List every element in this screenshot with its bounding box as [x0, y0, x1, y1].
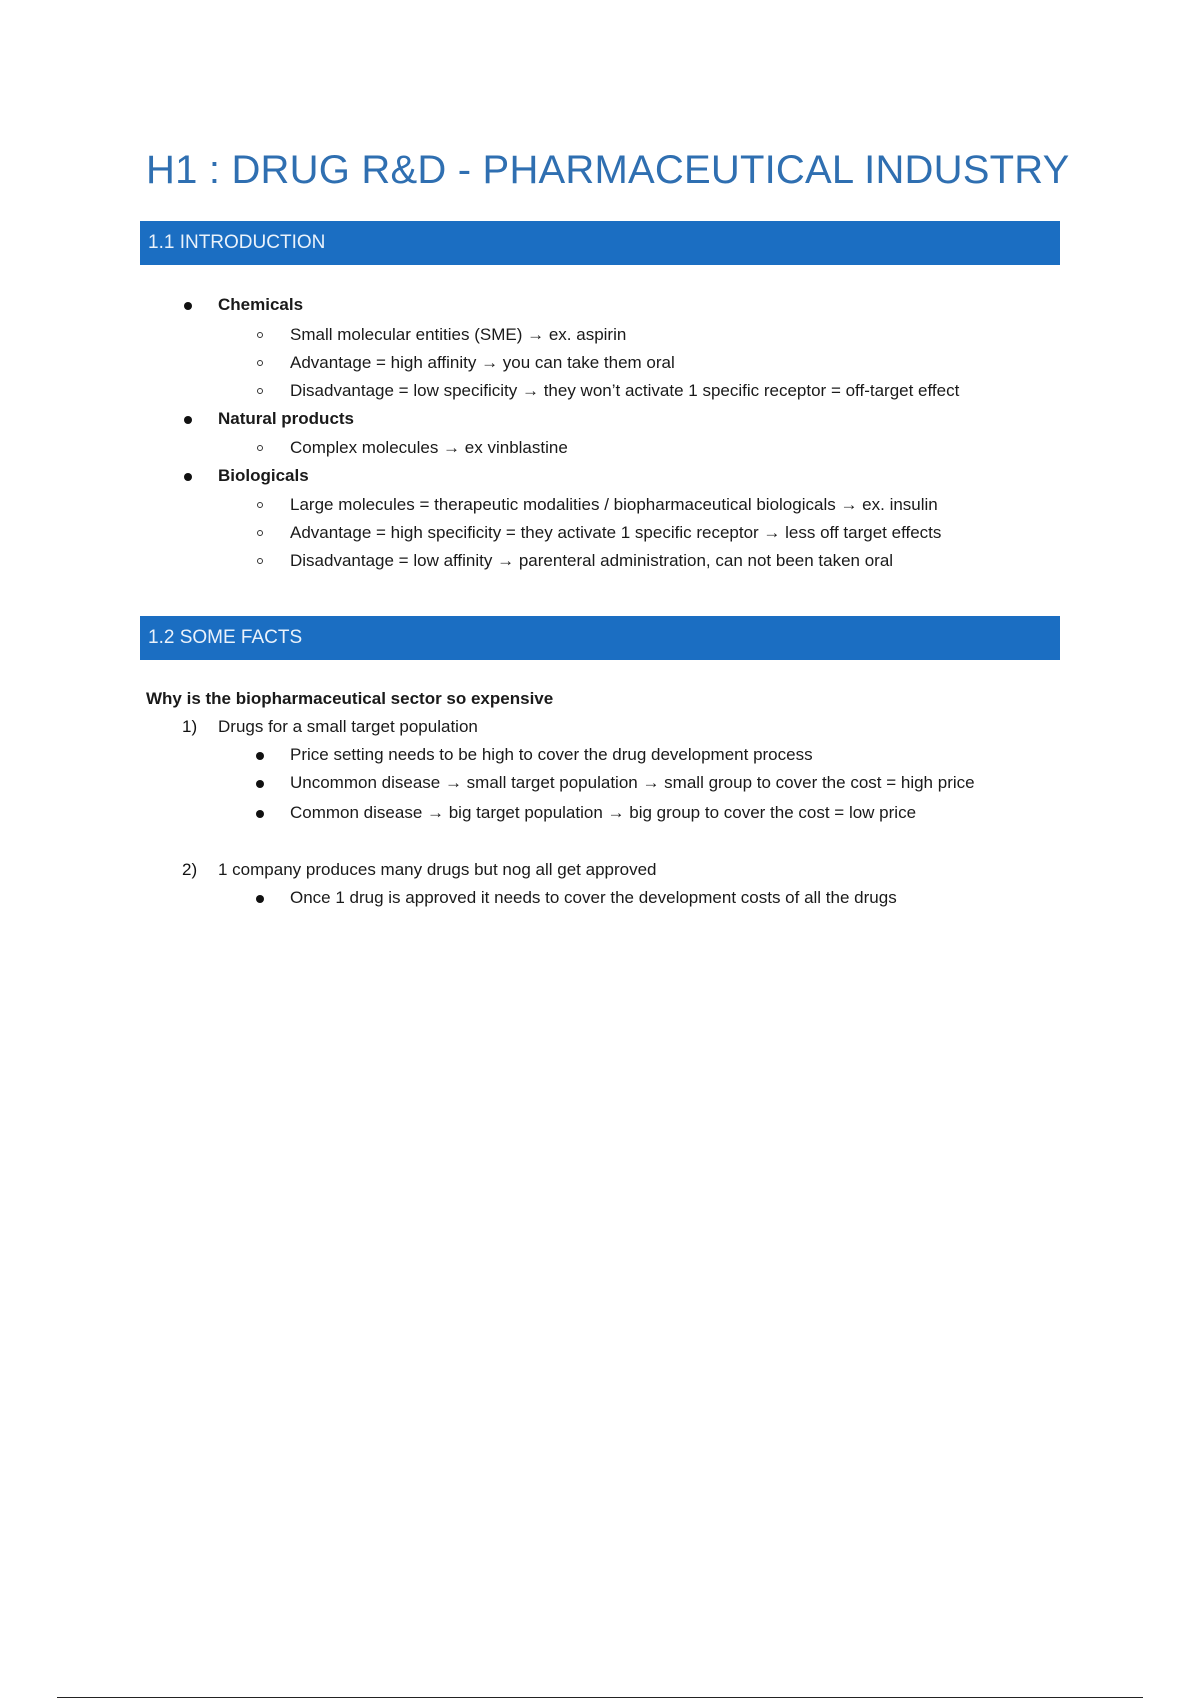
circle-bullet-icon — [257, 558, 263, 564]
list-item-chemicals: Chemicals — [218, 295, 304, 314]
sub-list-item: Common disease → big target population → big group to cover the cost = low price — [290, 803, 917, 822]
sub-list-item: Once 1 drug is approved it needs to cover the development costs of all the drugs — [290, 888, 897, 907]
bullet-icon — [256, 752, 264, 760]
sub-list-item: Disadvantage = low specificity → they won’t activate 1 specific receptor = off-target effect — [290, 381, 960, 400]
sub-list-item: Disadvantage = low affinity → parenteral administration, can not been taken oral — [290, 551, 894, 570]
sub-list-item: Advantage = high specificity = they activate 1 specific receptor → less off target effects — [290, 523, 942, 542]
page-title: H1 : DRUG R&D - PHARMACEUTICAL INDUSTRY — [146, 148, 1070, 192]
circle-bullet-icon — [257, 445, 263, 451]
bullet-icon — [184, 302, 192, 310]
sub-list-item: Small molecular entities (SME) → ex. aspirin — [290, 325, 627, 344]
list-number: 1) — [182, 717, 198, 736]
footer-divider — [57, 1697, 1143, 1698]
bullet-icon — [256, 895, 264, 903]
circle-bullet-icon — [257, 502, 263, 508]
circle-bullet-icon — [257, 360, 263, 366]
list-item-biologicals: Biologicals — [218, 466, 309, 485]
sub-list-item: Price setting needs to be high to cover the drug development process — [290, 745, 813, 764]
list-number: 2) — [182, 860, 198, 879]
bullet-icon — [184, 416, 192, 424]
sub-list-item: Uncommon disease → small target population → small group to cover the cost = high price — [290, 773, 975, 792]
numbered-item: Drugs for a small target population — [218, 717, 478, 736]
numbered-item: 1 company produces many drugs but nog all get approved — [218, 860, 657, 879]
list-item-natural-products: Natural products — [218, 409, 355, 428]
circle-bullet-icon — [257, 530, 263, 536]
circle-bullet-icon — [257, 388, 263, 394]
sub-list-item: Complex molecules → ex vinblastine — [290, 438, 568, 457]
section-heading-some-facts: 1.2 SOME FACTS — [140, 616, 1060, 660]
bullet-icon — [256, 780, 264, 788]
section-heading-introduction: 1.1 INTRODUCTION — [140, 221, 1060, 265]
sub-list-item: Large molecules = therapeutic modalities / biopharmaceutical biologicals → ex. insulin — [290, 495, 938, 514]
bullet-icon — [256, 810, 264, 818]
bullet-icon — [184, 473, 192, 481]
sub-list-item: Advantage = high affinity → you can take them oral — [290, 353, 675, 372]
question-heading: Why is the biopharmaceutical sector so expensive — [146, 689, 554, 708]
circle-bullet-icon — [257, 332, 263, 338]
